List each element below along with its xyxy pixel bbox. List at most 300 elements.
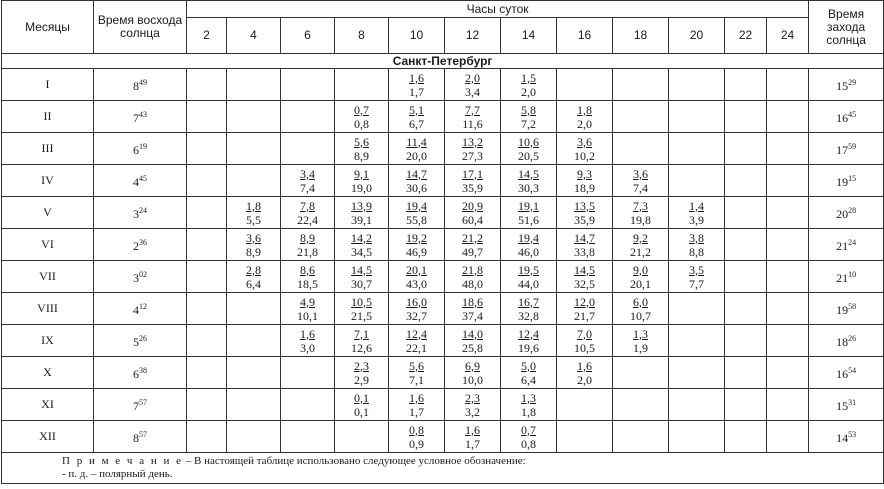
value-cell — [335, 389, 389, 421]
value-bottom: 1,7 — [409, 84, 424, 99]
sunrise-hour: 3 — [133, 271, 139, 285]
value-cell — [669, 293, 725, 325]
value-bottom: 27,3 — [462, 148, 483, 163]
value-cell — [613, 325, 669, 357]
hour-header: 10 — [389, 18, 445, 54]
sunset-hour: 15 — [836, 79, 849, 93]
value-top: 9,0 — [633, 262, 648, 277]
sunrise-cell — [94, 293, 187, 325]
value-cell — [227, 197, 281, 229]
value-cell — [187, 69, 227, 101]
value-cell — [227, 357, 281, 389]
value-top: 14,7 — [574, 230, 595, 245]
value-bottom: 21,2 — [630, 244, 651, 259]
value-bottom: 10,5 — [574, 340, 595, 355]
value-top: 12,4 — [518, 326, 539, 341]
value-top: 0,8 — [409, 422, 424, 437]
value-cell — [613, 261, 669, 293]
value-cell — [557, 293, 613, 325]
value-top: 2,3 — [465, 390, 480, 405]
value-top: 20,1 — [406, 262, 427, 277]
value-cell — [725, 261, 767, 293]
value-cell — [613, 293, 669, 325]
value-top: 11,4 — [406, 134, 427, 149]
value-cell — [669, 229, 725, 261]
sunset-hour: 19 — [836, 303, 849, 317]
value-top: 5,6 — [354, 134, 369, 149]
value-bottom: 46,0 — [518, 244, 539, 259]
value-cell — [187, 293, 227, 325]
value-top: 9,2 — [633, 230, 648, 245]
value-bottom: 10,1 — [297, 308, 318, 323]
hour-header: 8 — [335, 18, 389, 54]
value-bottom: 44,0 — [518, 276, 539, 291]
value-cell — [445, 325, 501, 357]
hour-header: 18 — [613, 18, 669, 54]
value-cell — [501, 421, 557, 453]
value-top: 7,0 — [577, 326, 592, 341]
value-bottom: 51,6 — [518, 212, 539, 227]
sunrise-cell — [94, 197, 187, 229]
sunset-cell — [809, 325, 884, 357]
value-cell — [445, 261, 501, 293]
value-bottom: 6,4 — [521, 372, 536, 387]
value-bottom: 20,5 — [518, 148, 539, 163]
value-top: 12,4 — [406, 326, 427, 341]
value-top: 1,6 — [409, 70, 424, 85]
table-note — [2, 453, 884, 484]
value-cell — [767, 421, 809, 453]
value-top: 1,4 — [689, 198, 704, 213]
hour-header: 20 — [669, 18, 725, 54]
value-bottom: 39,1 — [351, 212, 372, 227]
sunrise-hour: 4 — [133, 175, 139, 189]
value-bottom: 48,0 — [462, 276, 483, 291]
value-top: 2,0 — [465, 70, 480, 85]
value-top: 20,9 — [462, 198, 483, 213]
value-top: 14,0 — [462, 326, 483, 341]
hour-header: 22 — [725, 18, 767, 54]
value-cell — [389, 389, 445, 421]
value-top: 12,0 — [574, 294, 595, 309]
sunset-hour: 16 — [836, 111, 849, 125]
value-bottom: 30,7 — [351, 276, 372, 291]
value-cell — [445, 133, 501, 165]
sunrise-cell — [94, 101, 187, 133]
sunrise-cell — [94, 165, 187, 197]
value-bottom: 3,4 — [465, 84, 480, 99]
sunrise-cell — [94, 133, 187, 165]
value-top: 3,4 — [300, 166, 315, 181]
insolation-table — [1, 0, 884, 484]
month-cell: IX — [2, 325, 94, 357]
value-bottom: 0,9 — [409, 436, 424, 451]
value-cell — [613, 133, 669, 165]
value-top: 7,7 — [465, 102, 480, 117]
value-cell — [445, 293, 501, 325]
sunrise-minute: 45 — [139, 174, 147, 183]
value-cell — [389, 69, 445, 101]
value-bottom: 7,1 — [409, 372, 424, 387]
value-cell — [725, 325, 767, 357]
value-bottom: 25,8 — [462, 340, 483, 355]
value-cell — [187, 389, 227, 421]
value-cell — [501, 357, 557, 389]
value-bottom: 60,4 — [462, 212, 483, 227]
value-cell — [725, 293, 767, 325]
sunrise-hour: 7 — [133, 111, 139, 125]
value-cell — [501, 389, 557, 421]
value-cell — [389, 229, 445, 261]
sunset-minute: 59 — [848, 142, 857, 151]
value-bottom: 1,8 — [521, 404, 536, 419]
value-cell — [725, 165, 767, 197]
sunset-cell — [809, 357, 884, 389]
value-cell — [227, 421, 281, 453]
value-bottom: 46,9 — [406, 244, 427, 259]
value-cell — [767, 133, 809, 165]
value-cell — [335, 165, 389, 197]
value-cell — [767, 293, 809, 325]
value-cell — [557, 101, 613, 133]
value-top: 13,2 — [462, 134, 483, 149]
value-bottom: 30,3 — [518, 180, 539, 195]
value-top: 3,6 — [577, 134, 592, 149]
sunset-hour: 19 — [836, 175, 849, 189]
sunrise-hour: 8 — [133, 79, 139, 93]
value-cell — [187, 101, 227, 133]
value-cell — [613, 357, 669, 389]
month-cell: VIII — [2, 293, 94, 325]
table-row — [2, 357, 884, 389]
value-cell — [501, 101, 557, 133]
table-row — [2, 293, 884, 325]
value-bottom: 1,7 — [465, 436, 480, 451]
month-cell: VII — [2, 261, 94, 293]
value-cell — [389, 133, 445, 165]
hour-header: 14 — [501, 18, 557, 54]
value-cell — [281, 133, 335, 165]
value-bottom: 10,0 — [462, 372, 483, 387]
value-cell — [227, 325, 281, 357]
sunset-cell — [809, 165, 884, 197]
value-bottom: 35,9 — [462, 180, 483, 195]
value-top: 1,8 — [246, 198, 261, 213]
value-cell — [501, 325, 557, 357]
sunrise-cell — [94, 421, 187, 453]
sunset-hour: 21 — [836, 239, 849, 253]
month-cell: X — [2, 357, 94, 389]
hour-header: 24 — [767, 18, 809, 54]
value-top: 10,5 — [351, 294, 372, 309]
value-top: 3,6 — [246, 230, 261, 245]
value-cell — [501, 133, 557, 165]
sunset-minute: 31 — [848, 398, 857, 407]
value-cell — [725, 357, 767, 389]
value-bottom: 7,7 — [689, 276, 704, 291]
value-cell — [445, 69, 501, 101]
value-top: 14,2 — [351, 230, 372, 245]
value-bottom: 0,8 — [354, 116, 369, 131]
sunrise-minute: 12 — [139, 302, 147, 311]
value-top: 3,5 — [689, 262, 704, 277]
value-cell — [281, 421, 335, 453]
value-cell — [613, 421, 669, 453]
table-row — [2, 165, 884, 197]
sunset-hour: 18 — [836, 335, 849, 349]
value-bottom: 0,8 — [521, 436, 536, 451]
sunrise-hour: 7 — [133, 399, 139, 413]
sunrise-minute: 38 — [139, 366, 147, 375]
value-cell — [557, 389, 613, 421]
value-cell — [335, 229, 389, 261]
value-cell — [227, 69, 281, 101]
value-cell — [557, 165, 613, 197]
value-top: 2,8 — [246, 262, 261, 277]
value-bottom: 22,1 — [406, 340, 427, 355]
value-top: 8,6 — [300, 262, 315, 277]
value-bottom: 10,2 — [574, 148, 595, 163]
value-cell — [557, 421, 613, 453]
value-cell — [669, 389, 725, 421]
value-cell — [501, 261, 557, 293]
value-cell — [281, 101, 335, 133]
hour-header: 2 — [187, 18, 227, 54]
value-bottom: 49,7 — [462, 244, 483, 259]
sunrise-hour: 6 — [133, 367, 139, 381]
value-top: 7,8 — [300, 198, 315, 213]
value-bottom: 10,7 — [630, 308, 651, 323]
sunset-hour: 15 — [836, 399, 849, 413]
table-row — [2, 261, 884, 293]
value-cell — [187, 357, 227, 389]
sunset-minute: 28 — [848, 206, 857, 215]
value-cell — [501, 293, 557, 325]
sunset-cell — [809, 389, 884, 421]
sunrise-hour: 8 — [133, 431, 139, 445]
hour-header: 12 — [445, 18, 501, 54]
value-top: 0,1 — [354, 390, 369, 405]
value-top: 14,7 — [406, 166, 427, 181]
value-top: 1,8 — [577, 102, 592, 117]
value-bottom: 32,8 — [518, 308, 539, 323]
value-top: 5,0 — [521, 358, 536, 373]
value-cell — [767, 261, 809, 293]
value-cell — [389, 197, 445, 229]
value-bottom: 6,7 — [409, 116, 424, 131]
sunrise-cell — [94, 357, 187, 389]
value-bottom: 7,4 — [633, 180, 648, 195]
value-cell — [335, 101, 389, 133]
value-bottom: 6,4 — [246, 276, 261, 291]
sunrise-hour: 5 — [133, 335, 139, 349]
value-cell — [725, 101, 767, 133]
value-cell — [281, 197, 335, 229]
value-cell — [389, 165, 445, 197]
value-bottom: 3,0 — [300, 340, 315, 355]
table-row — [2, 197, 884, 229]
value-bottom: 30,6 — [406, 180, 427, 195]
value-top: 19,1 — [518, 198, 539, 213]
value-cell — [389, 325, 445, 357]
sunset-header: Время захода солнца — [809, 1, 884, 54]
sunset-minute: 53 — [848, 430, 857, 439]
value-bottom: 1,9 — [633, 340, 648, 355]
value-cell — [187, 133, 227, 165]
value-top: 21,2 — [462, 230, 483, 245]
value-cell — [389, 357, 445, 389]
value-bottom: 7,4 — [300, 180, 315, 195]
sunset-hour: 21 — [836, 271, 849, 285]
value-cell — [281, 229, 335, 261]
table-row — [2, 69, 884, 101]
value-cell — [389, 261, 445, 293]
value-top: 1,6 — [465, 422, 480, 437]
sunrise-cell — [94, 69, 187, 101]
value-bottom: 2,0 — [577, 116, 592, 131]
value-cell — [613, 229, 669, 261]
value-bottom: 8,9 — [246, 244, 261, 259]
sunrise-header: Время восхода солнца — [94, 1, 187, 54]
value-cell — [669, 325, 725, 357]
value-cell — [669, 101, 725, 133]
value-cell — [281, 325, 335, 357]
sunset-minute: 10 — [848, 270, 857, 279]
sunset-minute: 45 — [848, 110, 857, 119]
value-bottom: 1,7 — [409, 404, 424, 419]
value-cell — [767, 101, 809, 133]
sunset-minute: 26 — [848, 334, 857, 343]
value-top: 16,7 — [518, 294, 539, 309]
sunrise-hour: 2 — [133, 239, 139, 253]
value-cell — [281, 165, 335, 197]
value-bottom: 21,8 — [297, 244, 318, 259]
value-bottom: 55,8 — [406, 212, 427, 227]
sunrise-minute: 57 — [139, 430, 147, 439]
sunrise-minute: 49 — [139, 78, 147, 87]
hours-header: Часы суток — [187, 1, 809, 18]
value-bottom: 35,9 — [574, 212, 595, 227]
month-cell: XII — [2, 421, 94, 453]
note-text: – В настоящей таблице использовано следующее условное обозначение: — [183, 455, 526, 467]
value-bottom: 18,9 — [574, 180, 595, 195]
sunrise-hour: 4 — [133, 303, 139, 317]
sunset-minute: 15 — [848, 174, 857, 183]
value-top: 7,1 — [354, 326, 369, 341]
value-cell — [335, 421, 389, 453]
value-cell — [187, 229, 227, 261]
value-top: 19,4 — [406, 198, 427, 213]
value-bottom: 7,2 — [521, 116, 536, 131]
value-cell — [767, 197, 809, 229]
note-lead: П р и м е ч а н и е — [62, 455, 183, 467]
value-cell — [187, 421, 227, 453]
value-top: 5,1 — [409, 102, 424, 117]
value-cell — [669, 69, 725, 101]
sunset-hour: 20 — [836, 207, 849, 221]
value-bottom: 12,6 — [351, 340, 372, 355]
sunset-cell — [809, 261, 884, 293]
sunrise-minute: 57 — [139, 398, 147, 407]
value-cell — [725, 421, 767, 453]
value-bottom: 2,0 — [577, 372, 592, 387]
sunrise-minute: 36 — [139, 238, 147, 247]
value-bottom: 8,9 — [354, 148, 369, 163]
value-bottom: 8,8 — [689, 244, 704, 259]
value-bottom: 18,5 — [297, 276, 318, 291]
value-bottom: 0,1 — [354, 404, 369, 419]
months-header: Месяцы — [2, 1, 94, 54]
city-name: Санкт-Петербург — [2, 54, 884, 69]
sunset-minute: 58 — [848, 302, 857, 311]
value-cell — [767, 357, 809, 389]
value-cell — [557, 133, 613, 165]
value-top: 3,6 — [633, 166, 648, 181]
sunset-cell — [809, 197, 884, 229]
value-bottom: 21,5 — [351, 308, 372, 323]
hour-header: 4 — [227, 18, 281, 54]
value-cell — [767, 69, 809, 101]
value-bottom: 3,2 — [465, 404, 480, 419]
value-cell — [613, 69, 669, 101]
value-top: 13,9 — [351, 198, 372, 213]
value-cell — [227, 389, 281, 421]
sunset-minute: 29 — [848, 78, 857, 87]
value-top: 19,2 — [406, 230, 427, 245]
value-bottom: 32,7 — [406, 308, 427, 323]
sunset-cell — [809, 421, 884, 453]
value-cell — [227, 293, 281, 325]
value-cell — [613, 197, 669, 229]
value-top: 18,6 — [462, 294, 483, 309]
sunset-minute: 24 — [848, 238, 857, 247]
value-cell — [669, 197, 725, 229]
sunrise-minute: 19 — [139, 142, 147, 151]
value-bottom: 5,5 — [246, 212, 261, 227]
value-cell — [613, 165, 669, 197]
value-top: 5,6 — [409, 358, 424, 373]
value-cell — [501, 69, 557, 101]
sunset-cell — [809, 293, 884, 325]
value-cell — [335, 133, 389, 165]
value-top: 4,9 — [300, 294, 315, 309]
value-cell — [767, 389, 809, 421]
sunrise-minute: 24 — [139, 206, 147, 215]
value-bottom: 32,5 — [574, 276, 595, 291]
value-top: 0,7 — [521, 422, 536, 437]
table-row — [2, 229, 884, 261]
value-cell — [767, 229, 809, 261]
value-top: 21,8 — [462, 262, 483, 277]
value-top: 1,3 — [633, 326, 648, 341]
value-bottom: 2,9 — [354, 372, 369, 387]
table-row — [2, 325, 884, 357]
value-cell — [445, 229, 501, 261]
value-top: 8,9 — [300, 230, 315, 245]
value-cell — [557, 197, 613, 229]
value-top: 3,8 — [689, 230, 704, 245]
value-top: 1,6 — [300, 326, 315, 341]
value-bottom: 43,0 — [406, 276, 427, 291]
value-cell — [445, 101, 501, 133]
value-bottom: 22,4 — [297, 212, 318, 227]
value-top: 6,9 — [465, 358, 480, 373]
value-bottom: 37,4 — [462, 308, 483, 323]
table-row — [2, 133, 884, 165]
hour-header: 16 — [557, 18, 613, 54]
value-top: 16,0 — [406, 294, 427, 309]
month-cell: XI — [2, 389, 94, 421]
